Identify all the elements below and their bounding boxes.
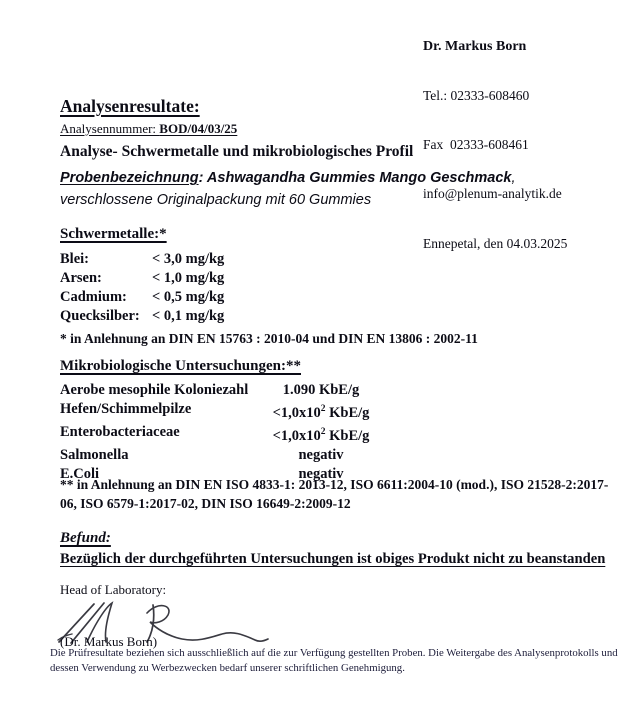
analyte-label: Enterobacteriaceae bbox=[60, 423, 180, 440]
footer-disclaimer: Die Prüfresultate beziehen sich ausschließlich auf die zur Verfügung gestellten Proben. Die Weitergabe des Analysenprotokolls und dessen Verwendung zu Werbezwecken bedarf unserer schriftlichen Genehmigung. bbox=[50, 647, 618, 675]
letterhead-email: info@plenum-analytik.de bbox=[423, 186, 562, 202]
heavy-metals-section bbox=[60, 225, 224, 326]
microbiology-section bbox=[60, 357, 392, 484]
table-row bbox=[60, 446, 392, 465]
analyte-value: < 3,0 mg/kg bbox=[152, 251, 225, 267]
microbiology-heading: Mikrobiologische Untersuchungen:** bbox=[60, 358, 301, 374]
analyte-value: $<1,0x10^2$ KbE/g bbox=[272, 404, 370, 421]
analyte-label: Arsen: bbox=[60, 270, 102, 286]
analyte-label: Hefen/Schimmelpilze bbox=[60, 401, 192, 417]
table-row bbox=[60, 269, 224, 288]
analyte-label: Salmonella bbox=[60, 446, 129, 463]
befund-section bbox=[60, 529, 622, 568]
letterhead-tel: Tel.: 02333-608460 bbox=[423, 88, 530, 104]
letterhead-place-date: Ennepetal, den 04.03.2025 bbox=[423, 235, 568, 251]
analyte-label: Quecksilber: bbox=[60, 308, 140, 324]
heavy-metals-table bbox=[60, 250, 224, 326]
signature-name: (Dr. Markus Born) bbox=[60, 634, 158, 649]
sample-colon: : bbox=[198, 170, 207, 186]
analysis-number: BOD/04/03/25 bbox=[159, 121, 238, 136]
befund-result: Bezüglich der durchgeführten Untersuchungen ist obiges Produkt nicht zu beanstanden bbox=[60, 551, 606, 567]
letterhead-name: Dr. Markus Born bbox=[423, 38, 527, 54]
analyte-value: $<1,0x10^2$ KbE/g bbox=[272, 426, 370, 444]
analyte-label: Blei: bbox=[60, 251, 89, 267]
analyte-value: < 0,1 mg/kg bbox=[152, 308, 225, 324]
heavy-metals-footnote: * in Anlehnung an DIN EN 15763 : 2010-04 und DIN EN 13806 : 2002-11 bbox=[60, 331, 478, 346]
analyte-value: < 0,5 mg/kg bbox=[152, 289, 225, 305]
analysis-number-line bbox=[60, 121, 237, 137]
sample-name: Ashwagandha Gummies Mango Geschmack bbox=[206, 170, 512, 186]
doc-subtitle: Analyse- Schwermetalle und mikrobiologisches Profil bbox=[60, 143, 414, 160]
letterhead bbox=[423, 6, 567, 269]
heavy-metals-heading: Schwermetalle:* bbox=[60, 226, 167, 242]
table-row bbox=[60, 250, 224, 269]
befund-heading: Befund: bbox=[60, 530, 111, 546]
table-row bbox=[60, 288, 224, 307]
analysis-number-label: Analysennummer: bbox=[60, 121, 160, 136]
title-block bbox=[60, 96, 413, 161]
analyte-value: 1.090 KbE/g bbox=[282, 382, 360, 398]
analyte-label: Cadmium: bbox=[60, 289, 127, 305]
analyte-label: Aerobe mesophile Koloniezahl bbox=[60, 382, 249, 398]
table-row bbox=[60, 423, 392, 446]
analyte-value: < 1,0 mg/kg bbox=[152, 270, 225, 286]
signature-label: Head of Laboratory: bbox=[60, 582, 167, 597]
microbiology-footnote: ** in Anlehnung an DIN EN ISO 4833-1: 2013-12, ISO 6611:2004-10 (mod.), ISO 21528-2:2017-06, ISO 6579-1:2017-02, DIN ISO 16649-2:2009-12 bbox=[60, 477, 609, 511]
analyte-value: negativ bbox=[298, 446, 344, 463]
analyte-value: negativ bbox=[298, 465, 344, 482]
table-row bbox=[60, 400, 392, 423]
table-row bbox=[60, 381, 392, 400]
page-title: Analysenresultate: bbox=[60, 96, 200, 116]
table-row bbox=[60, 307, 224, 326]
sample-label: Probenbezeichnung bbox=[60, 170, 199, 186]
signature-block bbox=[60, 582, 271, 650]
microbiology-table bbox=[60, 381, 392, 484]
sample-description bbox=[60, 167, 587, 211]
sample-rest: , verschlossene Originalpackung mit 60 Gummies bbox=[60, 170, 516, 208]
letterhead-fax: Fax 02333-608461 bbox=[423, 137, 529, 153]
analyte-label: E.Coli bbox=[60, 465, 100, 482]
